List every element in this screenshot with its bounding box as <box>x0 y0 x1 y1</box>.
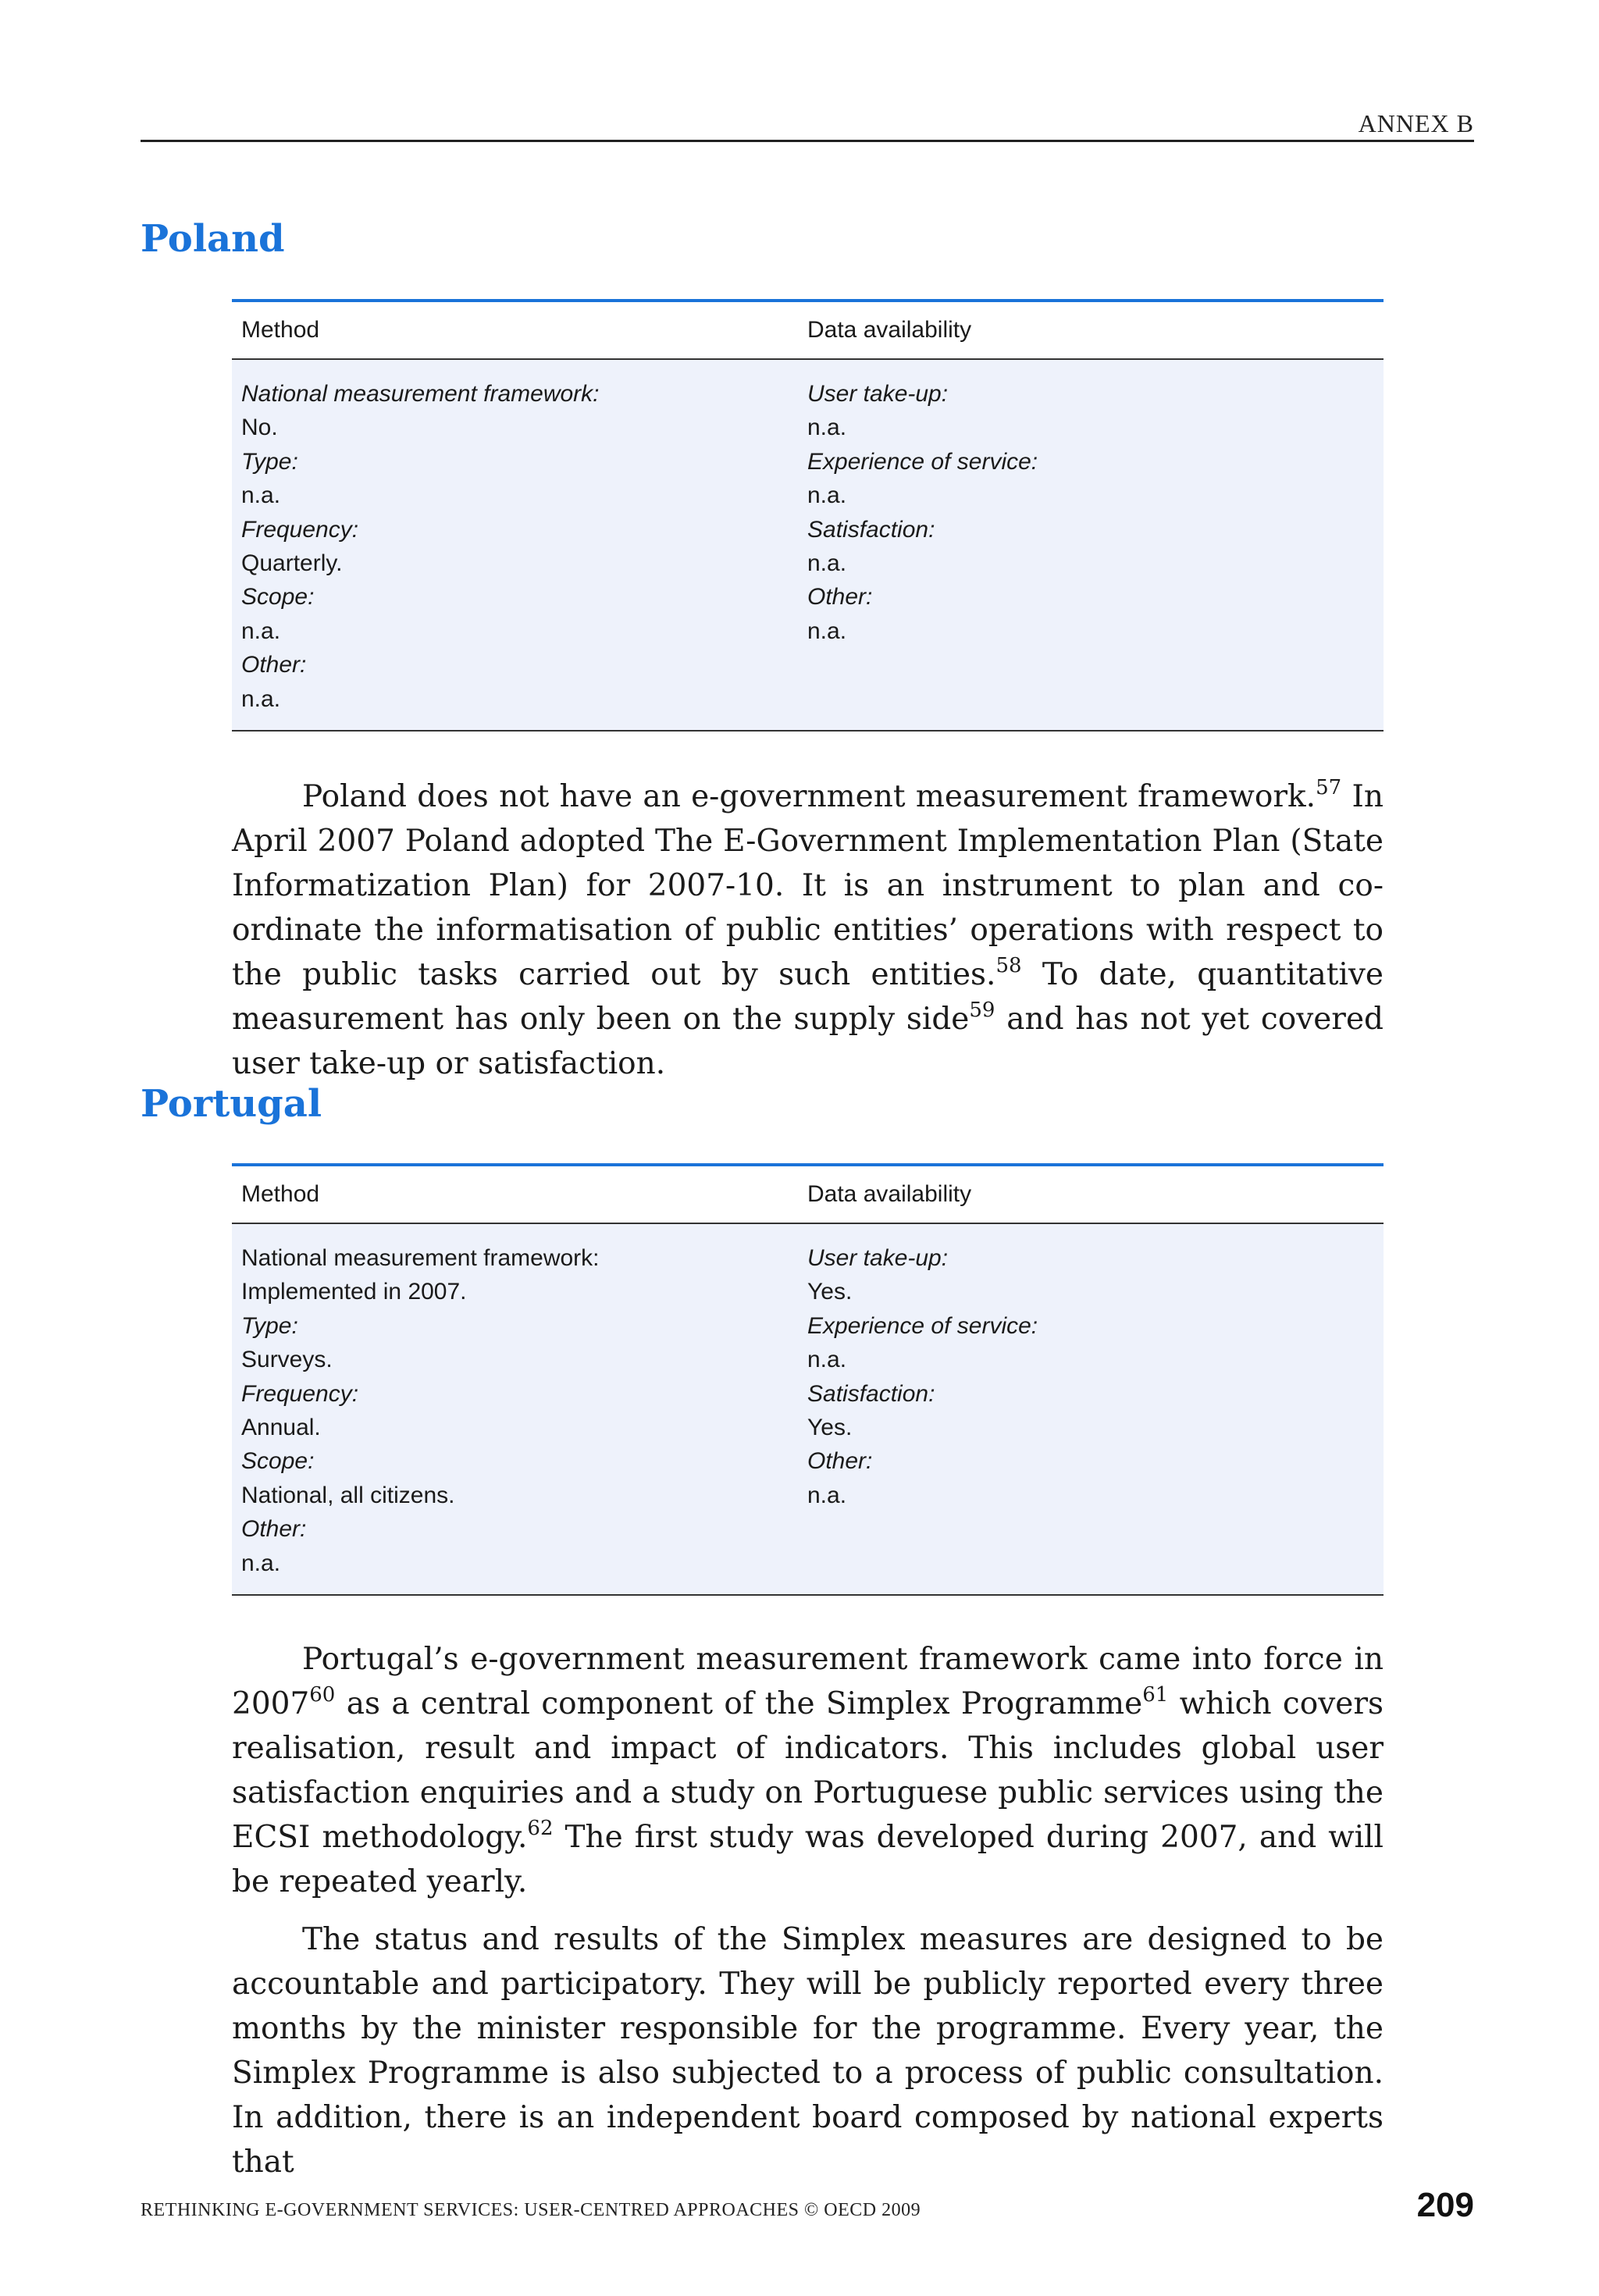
footnote-ref: 59 <box>969 998 995 1022</box>
table-cell-line: Yes. <box>807 1279 853 1305</box>
table-cell-line: Yes. <box>807 1414 853 1440</box>
body-paragraph: Portugal’s e-government measurement framework came into force in 2007$^{60}$ as a central component of the Simplex Programme$^{61}$ which covers realisation, result and impact of indicators. This includes global user satisfaction enquiries and a study on Portuguese public services using the ECSI methodology.$^{62}$ The first study was developed during 2007, and will be repeated yearly. <box>232 1642 1384 1899</box>
table-cell-line: Other: <box>241 1516 307 1543</box>
table-cell-line: Experience of service: <box>807 1312 1038 1339</box>
table-cell-line: n.a. <box>241 685 281 712</box>
table-cell-line: Surveys. <box>241 1347 333 1373</box>
table-cell-line: n.a. <box>807 415 847 441</box>
table-cell-line: No. <box>241 415 278 441</box>
table-cell-line: User take-up: <box>807 381 949 407</box>
data-availability-column <box>807 1241 1384 1580</box>
table-header-row <box>232 302 1384 360</box>
table-cell-line: Satisfaction: <box>807 1380 935 1407</box>
data-availability-column <box>807 377 1384 716</box>
table-cell-line: National measurement framework: <box>241 381 600 407</box>
body-paragraph: Poland does not have an e-government measurement framework.$^{57}$ In April 2007 Poland adopted The E-Government Implementation Plan (State Informatization Plan) for 2007-10. It is an instrument to plan and co-ordinate the informatisation of public entities’ operations with respect to the public tasks carried out by such entities.$^{58}$ To date, quantitative measurement has only been on the supply side$^{59}$ and has not yet covered user take-up or satisfaction. <box>232 776 1384 1081</box>
header-rule <box>141 140 1474 142</box>
section-title-portugal: Portugal <box>141 1082 322 1126</box>
table-cell-line: Scope: <box>241 584 315 610</box>
footnote-ref: 57 <box>1316 776 1342 799</box>
table-cell-line: n.a. <box>241 1550 281 1576</box>
table-header-method: Method <box>241 317 320 343</box>
portugal-body-text <box>232 1637 1384 2184</box>
table-cell-line: Other: <box>807 1448 873 1475</box>
footnote-ref: 61 <box>1142 1683 1169 1707</box>
table-body <box>232 360 1384 730</box>
table-cell-line: n.a. <box>807 1347 847 1373</box>
table-cell-line: Experience of service: <box>807 448 1038 475</box>
table-cell-line: User take-up: <box>807 1245 949 1271</box>
table-cell-line: Frequency: <box>241 516 359 543</box>
table-cell-line: Frequency: <box>241 1380 359 1407</box>
poland-body-text <box>232 774 1384 1086</box>
table-cell-line: Annual. <box>241 1414 321 1440</box>
footnote-ref: 62 <box>527 1817 554 1840</box>
section-title-poland: Poland <box>141 217 285 261</box>
table-cell-line: National, all citizens. <box>241 1482 455 1508</box>
method-column <box>232 1241 807 1580</box>
table-cell-line: Type: <box>241 1312 298 1339</box>
table-cell-line: Scope: <box>241 1448 315 1475</box>
table-cell-line: Implemented in 2007. <box>241 1279 467 1305</box>
running-header-annex: ANNEX B <box>1358 109 1474 137</box>
table-cell-line: n.a. <box>807 482 847 509</box>
table-cell-line: n.a. <box>807 618 847 644</box>
table-cell-line: National measurement framework: <box>241 1245 600 1271</box>
table-cell-line: n.a. <box>807 1482 847 1508</box>
footnote-ref: 60 <box>309 1683 336 1707</box>
table-cell-line: Other: <box>241 652 307 678</box>
table-cell-line: n.a. <box>241 482 281 509</box>
table-header-data-availability: Data availability <box>807 1181 972 1207</box>
method-column <box>232 377 807 716</box>
table-header-row <box>232 1166 1384 1224</box>
table-cell-line: Type: <box>241 448 298 475</box>
footnote-ref: 58 <box>995 954 1022 977</box>
poland-table <box>232 299 1384 732</box>
page-number: 209 <box>1416 2186 1474 2224</box>
body-paragraph: The status and results of the Simplex measures are designed to be accountable and participatory. They will be publicly reported every three months by the minister responsible for the programme. Every year, the Simplex Programme is also subjected to a process of public consultation. In addition, there is an independent board composed by national experts that <box>232 1922 1384 2180</box>
table-cell-line: Satisfaction: <box>807 516 935 543</box>
table-header-data-availability: Data availability <box>807 317 972 343</box>
table-body <box>232 1224 1384 1594</box>
footer-publication: RETHINKING E-GOVERNMENT SERVICES: USER-CENTRED APPROACHES © OECD 2009 <box>141 2200 921 2220</box>
table-cell-line: n.a. <box>241 618 281 644</box>
portugal-table <box>232 1163 1384 1596</box>
table-header-method: Method <box>241 1181 320 1207</box>
table-cell-line: Quarterly. <box>241 550 343 576</box>
table-cell-line: n.a. <box>807 550 847 576</box>
table-cell-line: Other: <box>807 584 873 610</box>
